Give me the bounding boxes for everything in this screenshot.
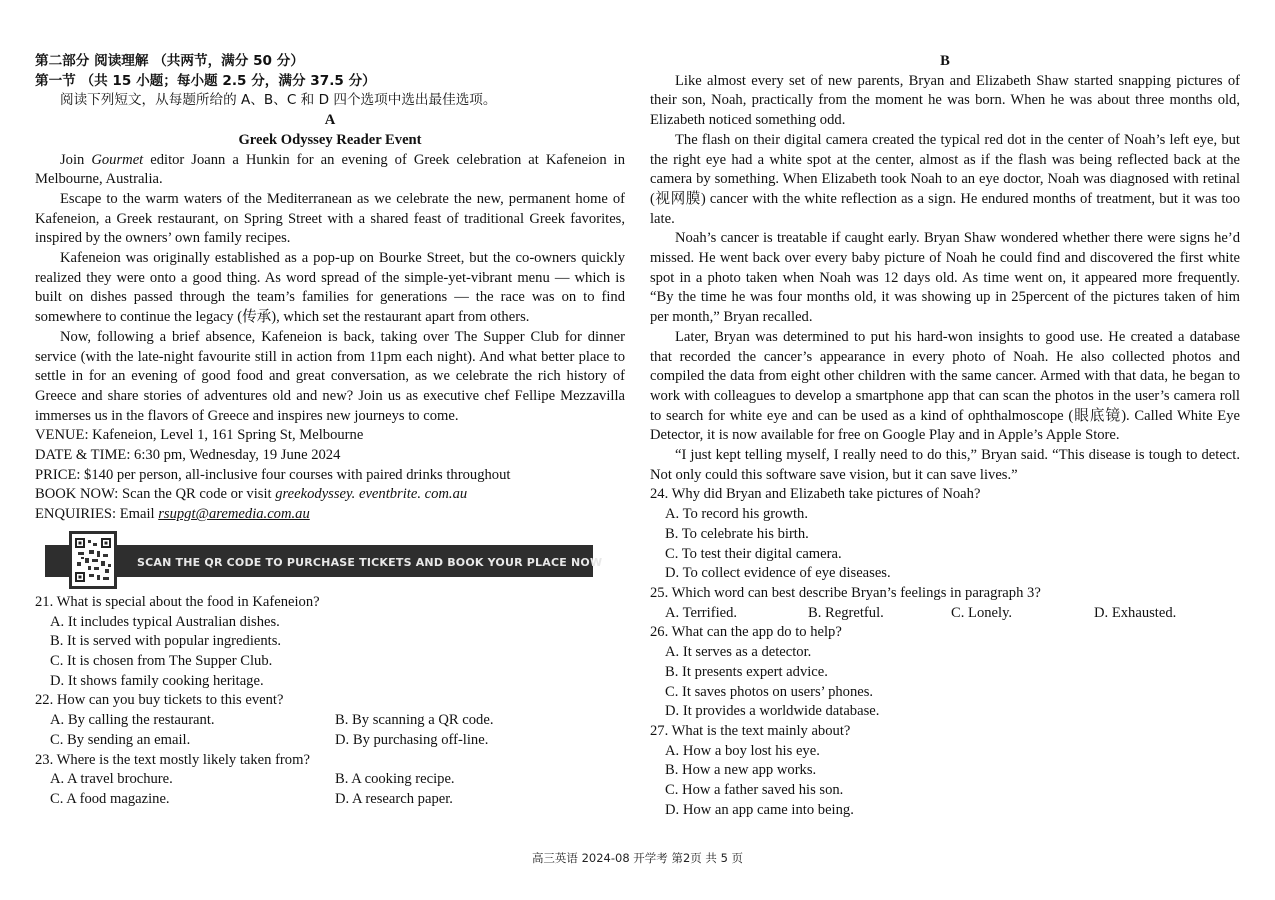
q21-option-d: D. It shows family cooking heritage. xyxy=(50,672,264,689)
q22-option-a: A. By calling the restaurant. xyxy=(50,712,215,729)
question-22: 22. How can you buy tickets to this event? xyxy=(35,692,284,709)
enquiries-pre: ENQUIRIES: Email xyxy=(35,506,159,523)
question-24: 24. Why did Bryan and Elizabeth take pictures of Noah? xyxy=(650,486,981,503)
paragraph-4: Now, following a brief absence, Kafeneion is back, taking over The Supper Club for dinner service (with the late-night favourite still in action from 11pm each night). And what better place to settle in for an evening of good food and great conversation, as we celebrate the rich history of Greece and share stories of adventures old and new? Join us as executive chef Fellipe Mezzavilla immerses us in the flavors of Greece and inspires new journeys to come. xyxy=(35,328,625,424)
q27-option-a: A. How a boy lost his eye. xyxy=(665,742,820,759)
b-paragraph-5: “I just kept telling myself, I really need to do this,” Bryan said. “This disease is tough to detect. Not only could this software save vision, but it can save lives.” xyxy=(650,447,1240,483)
question-25: 25. Which word can best describe Bryan’s feelings in paragraph 3? xyxy=(650,584,1041,601)
q22-option-d: D. By purchasing off-line. xyxy=(335,731,489,748)
magazine-name: Gourmet xyxy=(91,151,144,168)
q21-option-c: C. It is chosen from The Supper Club. xyxy=(50,652,273,669)
price-line: PRICE: $140 per person, all-inclusive four courses with paired drinks throughout xyxy=(35,466,511,483)
q23-option-b: B. A cooking recipe. xyxy=(335,771,455,788)
enquiries-email: rsupgt@aremedia.com.au xyxy=(158,506,310,523)
q26-option-d: D. It provides a worldwide database. xyxy=(665,703,880,720)
p1-pre: Join xyxy=(60,151,92,168)
q24-option-a: A. To record his growth. xyxy=(665,506,809,523)
datetime-line: DATE & TIME: 6:30 pm, Wednesday, 19 June 2024 xyxy=(35,447,341,464)
q27-option-d: D. How an app came into being. xyxy=(665,801,854,818)
banner-text: SCAN THE QR CODE TO PURCHASE TICKETS AND BOOK YOUR PLACE NOW xyxy=(137,555,603,569)
q21-option-a: A. It includes typical Australian dishes. xyxy=(50,613,280,630)
q23-option-d: D. A research paper. xyxy=(335,790,453,807)
question-27: 27. What is the text mainly about? xyxy=(650,722,851,739)
q25-option-c: C. Lonely. xyxy=(951,604,1013,621)
paragraph-1 xyxy=(35,151,625,190)
b-paragraph-4: Later, Bryan was determined to put his hard-won insights to good use. He created a database that recorded the cancer’s appearance in every photo of Noah. He also collected photos and compiled the data from eight other children with the same cancer. Armed with that data, he began to work with colleagues to develop a smartphone app that can scan the photos in the user’s camera roll to search for white eye and can be used as a kind of ophthalmoscope (眼底镜). Called White Eye Detector, it is now available for free on Google Play and in Apple’s Apple Store. xyxy=(650,328,1240,444)
q21-option-b: B. It is served with popular ingredients. xyxy=(50,633,282,650)
enquiries-line xyxy=(35,505,625,525)
q27-option-b: B. How a new app works. xyxy=(665,762,817,779)
q23-options-row-2 xyxy=(35,790,625,810)
q26-option-c: C. It saves photos on users’ phones. xyxy=(665,683,874,700)
page-footer: 高三英语 2024-08 开学考 第2页 共 5 页 xyxy=(531,851,744,865)
paragraph-2: Escape to the warm waters of the Mediterranean as we celebrate the new, permanent home of Kafeneion, a Greek restaurant, on Spring Street with a shared feast of traditional Greek favorites, inspired by the owners’ own family recipes. xyxy=(35,190,625,247)
b-paragraph-1: Like almost every set of new parents, Bryan and Elizabeth Shaw started snapping pictures of their son, Noah, practically from the moment he was born. When he was about three months old, Elizabeth noticed something odd. xyxy=(650,72,1240,129)
q22-options-row-1 xyxy=(35,711,625,731)
q26-option-a: A. It serves as a detector. xyxy=(665,644,812,661)
q22-option-b: B. By scanning a QR code. xyxy=(335,712,494,729)
instruction: 阅读下列短文，从每题所给的 A、B、C 和 D 四个选项中选出最佳选项。 xyxy=(60,92,497,109)
paragraph-3: Kafeneion was originally established as a pop-up on Bourke Street, but the co-owners quickly realized they were onto a good thing. As word spread of the simple-yet-vibrant menu — which is built on dishes passed through the team’s families for generations — the race was on to find somewhere to continue the legacy (传承), which set the restaurant apart from others. xyxy=(35,250,625,326)
book-line xyxy=(35,485,625,505)
q25-option-a: A. Terrified. xyxy=(665,604,738,621)
left-column xyxy=(35,52,625,810)
question-26: 26. What can the app do to help? xyxy=(650,624,842,641)
p1-post: editor Joann a Hunkin for an evening of Greek celebration at Kafeneion in Melbourne, Australia. xyxy=(35,151,625,188)
question-21: 21. What is special about the food in Kafeneion? xyxy=(35,593,320,610)
passage-title: Greek Odyssey Reader Event xyxy=(238,131,422,148)
b-paragraph-3: Noah’s cancer is treatable if caught early. Bryan Shaw wondered whether there were signs he’d missed. He went back over every baby picture of Noah he could find and discovered the first white spot in a photo taken when Noah was 12 days old. As time went on, it appeared more frequently. “By the time he was four months old, it was showing up in 25percent of the pictures taken of him per month,” Bryan recalled. xyxy=(650,230,1240,326)
b-paragraph-2: The flash on their digital camera created the typical red dot in the center of Noah’s left eye, but the right eye had a white spot at the center, almost as if the flash was being reflected back at the camera by something. When Elizabeth took Noah to an eye doctor, Noah was diagnosed with retinal (视网膜) cancer with the white reflection as a sign. He endured months of treatment, but it was too late. xyxy=(650,131,1240,227)
qr-banner xyxy=(45,531,603,585)
passage-label-b: B xyxy=(940,53,950,69)
q23-option-c: C. A food magazine. xyxy=(50,790,170,807)
q22-option-c: C. By sending an email. xyxy=(50,731,191,748)
right-column xyxy=(650,52,1240,820)
q22-options-row-2 xyxy=(35,731,625,751)
booking-url: greekodyssey. eventbrite. com.au xyxy=(275,486,468,503)
qr-pattern xyxy=(75,538,111,582)
q26-option-b: B. It presents expert advice. xyxy=(665,663,828,680)
book-pre: BOOK NOW: Scan the QR code or visit xyxy=(35,486,276,503)
question-23: 23. Where is the text mostly likely taken from? xyxy=(35,751,310,768)
q23-option-a: A. A travel brochure. xyxy=(50,771,173,788)
passage-label-a: A xyxy=(324,112,336,129)
q27-option-c: C. How a father saved his son. xyxy=(665,782,844,799)
q25-option-b: B. Regretful. xyxy=(808,604,884,621)
q24-option-d: D. To collect evidence of eye diseases. xyxy=(665,565,891,582)
q25-options-row xyxy=(650,604,1240,624)
q23-options-row-1 xyxy=(35,770,625,790)
q24-option-c: C. To test their digital camera. xyxy=(665,545,842,562)
venue-line: VENUE: Kafeneion, Level 1, 161 Spring St, Melbourne xyxy=(35,427,364,444)
section-header: 第二部分 阅读理解 （共两节，满分 50 分） xyxy=(35,53,304,69)
q24-option-b: B. To celebrate his birth. xyxy=(665,525,809,542)
qr-code-icon xyxy=(69,531,117,589)
q25-option-d: D. Exhausted. xyxy=(1094,604,1177,621)
subsection-header: 第一节 （共 15 小题；每小题 2.5 分，满分 37.5 分） xyxy=(35,72,376,89)
